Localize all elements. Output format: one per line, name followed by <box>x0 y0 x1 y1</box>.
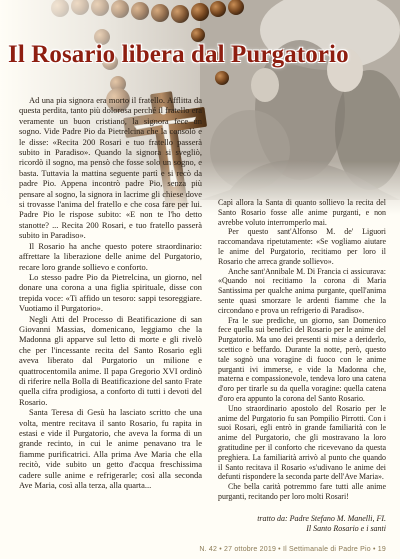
paragraph: Uno straordinario apostolo del Rosario per le anime del Purgatorio fu san Pompilio Pirrotti. Con i suoi Rosari, egli entrò in grande familiarità con le anime del Purgatorio, che gli mostravano la loro gratitudine per il conforto che ricevevano da questa preghiera. La familiarità arrivò al punto che quando il Santo recitava il Rosario «s'udivano le anime dei defunti rispondere la seconda parte dell'Ave Maria». <box>218 403 386 482</box>
paragraph: Lo stesso padre Pio da Pietrelcina, un giorno, nel donare una corona a una figlia spirituale, disse con trepida voce: «Ti affido un tesoro: sappi tesoreggiare. Vuotiamo il Purgatorio». <box>19 271 202 314</box>
paragraph: Negli Atti del Processo di Beatificazione di san Giovanni Massias, domenicano, leggiamo che la Madonna gli apparve sul letto di morte e gli rivelò che per l'incessante recita del Santo Rosario egli aveva liberato dal Purgatorio un milione e quattrocentomila anime. Il papa Gregorio XVI ordinò di riferire nella Bolla di Beatificazione del santo Frate quella cifra prodigiosa, a conforto di tutti i devoti del Rosario. <box>19 313 202 407</box>
paragraph: Per questo sant'Alfonso M. de' Liguori raccomandava ripetutamente: «Se vogliamo aiutare le anime del Purgatorio, recitiamo per loro il Rosario che arreca grande sollievo». <box>218 227 386 266</box>
paragraph: Il Rosario ha anche questo potere straordinario: affrettare la liberazione delle anime del Purgatorio, recare loro grande sollievo e conforto. <box>19 240 202 272</box>
footer-issue-info: N. 42 • 27 ottobre 2019 • Il Settimanale di Padre Pio • 19 <box>199 546 386 553</box>
article-column-left <box>19 95 202 490</box>
paragraph: Che bella carità potremmo fare tutti alle anime purganti, recitando per loro molti Rosari! <box>218 482 386 501</box>
paragraph: Anche sant'Annibale M. Di Francia ci assicurava: «Quando noi recitiamo la corona di Maria Santissima per qualche anima purgante, quell'anima sente quasi smorzare le ardenti fiamme che la circondano e prova un refrigerio di Paradiso». <box>218 266 386 315</box>
paragraph: Santa Teresa di Gesù ha lasciato scritto che una volta, mentre recitava il santo Rosario, fu rapita in estasi e vide il Purgatorio, che aveva la forma di un grande recinto, in cui le anime penavano tra le fiamme purificatrici. Alla prima Ave Maria che ella recitò, vide subito un getto d'acqua freschissima cadere sulle anime e refrigerarle; così alla seconda Ave Maria, così alla terza, alla quarta... <box>19 407 202 491</box>
article-title: Il Rosario libera dal Purgatorio <box>8 41 349 68</box>
article-column-right <box>218 198 386 502</box>
paragraph: Ad una pia signora era morto il fratello. Afflitta da questa perdita, tanto più dolorosa perché il fratello era veramente un buon cristiano, la signora fece un sogno. Vide Padre Pio da Pietrelcina che la consolò e le disse: «Recita 200 Rosari e tuo fratello passerà subito in Paradiso». Quando la signora si svegliò, ricordò il sogno, ma pensò che fosse solo un sogno, e basta. Tuttavia la mattina seguente partì e si recò da padre Pio. Appena incontrò padre Pio, senza più pensare al sogno, la signora in lacrime gli chiese dove si trovasse l'anima del fratello e che cosa fare per lui. Padre Pio le rispose subito: «E non te l'ho detto stanotte? ... Recita 200 Rosari, e tuo fratello passerà subito in Paradiso». <box>19 95 202 241</box>
page-footer <box>0 546 400 559</box>
paragraph: Capì allora la Santa di quanto sollievo la recita del Santo Rosario fosse alle anime purganti, e non avrebbe voluto interromperlo mai. <box>218 198 386 227</box>
attribution-book: Il Santo Rosario e i santi <box>306 524 386 533</box>
source-attribution <box>220 514 386 534</box>
paragraph: Fra le sue prediche, un giorno, san Domenico fece quella sui benefici del Rosario per le anime del Purgatorio. Ma uno dei presenti si mise a deriderlo, scettico e beffardo. Durante la notte, però, questo tale sognò una voragine di fuoco con le anime purganti ivi immerse, e vide la Madonna che, materna e compassionevole, tendeva loro una catena d'oro per tirarle su da quella voragine: quella catena d'oro era appunto la corona del Santo Rosario. <box>218 315 386 403</box>
attribution-author: tratto da: Padre Stefano M. Manelli, FI. <box>257 514 386 523</box>
